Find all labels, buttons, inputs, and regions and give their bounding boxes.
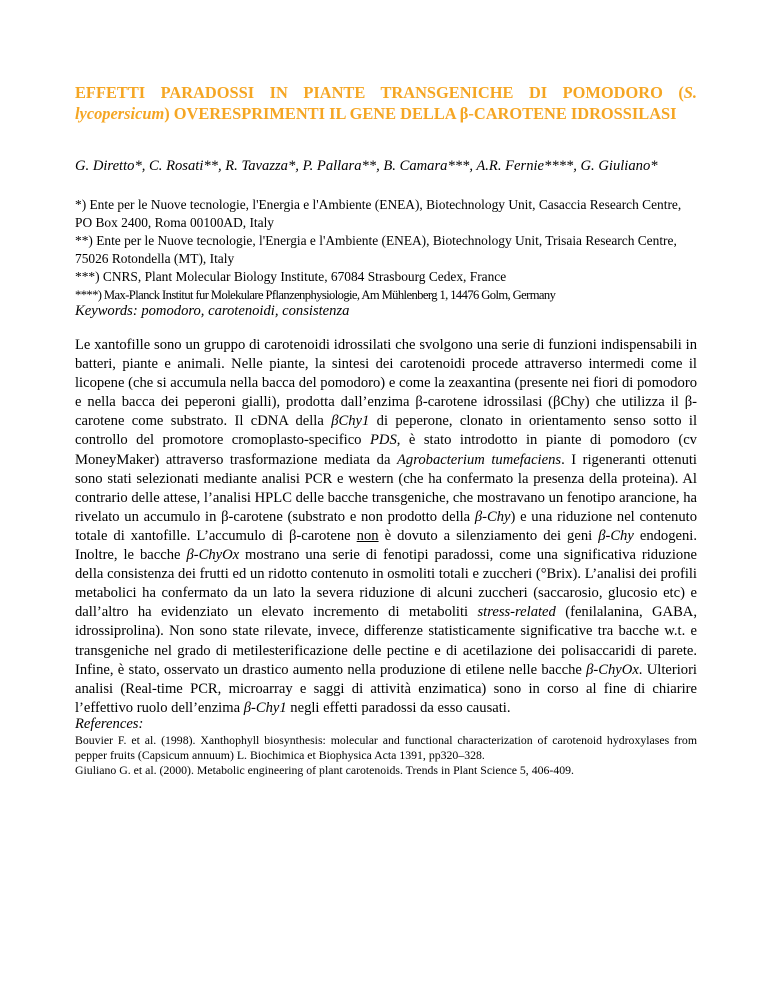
author-list: G. Diretto*, C. Rosati**, R. Tavazza*, P. Pallara**, B. Camara***, A.R. Fernie****, G. Giuliano* bbox=[75, 158, 658, 174]
affiliations bbox=[75, 196, 697, 304]
affiliation-3: ***) CNRS, Plant Molecular Biology Institute, 67084 Strasbourg Cedex, France bbox=[75, 269, 507, 284]
reference-1: Bouvier F. et al. (1998). Xanthophyll biosynthesis: molecular and functional characterization of carotenoid hydroxylases from pepper fruits (Capsicum annuum) L. Biochimica et Biophysica Acta 1391, pp320–328. bbox=[75, 733, 697, 762]
gene-name: βChy1 bbox=[331, 413, 370, 430]
species-name: Agrobacterium tumefaciens bbox=[397, 451, 562, 468]
paper-title bbox=[75, 82, 697, 124]
title-text-part1: EFFETTI PARADOSSI IN PIANTE TRANSGENICHE DI POMODORO ( bbox=[75, 83, 684, 102]
title-text-part2: ) OVERESPRIMENTI IL GENE DELLA β-CAROTENE IDROSSILASI bbox=[164, 104, 677, 123]
gene-name: β-ChyOx bbox=[186, 547, 240, 564]
references-heading: References: bbox=[75, 716, 144, 732]
title-species-name: S. lycopersicum bbox=[75, 83, 697, 123]
keywords: Keywords: pomodoro, carotenoidi, consistenza bbox=[75, 303, 350, 319]
gene-name: β-ChyOx bbox=[586, 661, 639, 678]
term-italic: stress-related bbox=[477, 604, 556, 621]
references-list bbox=[75, 733, 697, 778]
gene-name: β-Chy bbox=[474, 508, 511, 525]
abstract-body: Le xantofille sono un gruppo di carotenoidi idrossilati che svolgono una serie di funzioni indispensabili in batteri, piante e animali. Nelle piante, la sintesi dei carotenoidi procede attraverso intermedi come il licopene (che si accumula nella bacca del pomodoro) e come la zeaxantina (presente nei fiori di pomodoro e nella bacca dei peperoni gialli), prodotta dall’enzima β-carotene idrossilasi (βChy) che utilizza il β-carotene come substrato. Il cDNA della βChy1 di peperone, clonato in orientamento senso sotto il controllo del promotore cromoplasto-specifico PDS, è stato introdotto in piante di pomodoro (cv MoneyMaker) attraverso trasformazione mediata da Agrobacterium tumefaciens. I rigeneranti ottenuti sono stati selezionati mediante analisi PCR e western (che ha confermato la presenza della proteina). Al contrario delle attese, l’analisi HPLC delle bacche transgeniche, che mostravano un fenotipo arancione, ha rivelato un accumulo in β-carotene (substrato e non prodotto della β-Chy) e una riduzione nel contenuto totale di xantofille. L’accumulo di β-carotene non è dovuto a silenziamento dei geni β-Chy endogeni. Inoltre, le bacche β-ChyOx mostrano una serie di fenotipi paradossi, come una significativa riduzione della consistenza dei frutti ed un ridotto contenuto in osmoliti totali e zuccheri (°Brix). L’analisi dei profili metabolici ha confermato da un lato la severa riduzione di alcuni zuccheri (saccarosio, glucosio etc) e dall’altro ha evidenziato un elevato incremento di metaboliti stress-related (fenilalanina, GABA, idrossiprolina). Non sono state rilevate, invece, differenze statisticamente significative tra bacche w.t. e transgeniche nel grado di metilesterificazione delle pectine e di acetilazione dei polisaccaridi di parete. Infine, è stato, osservato un drastico aumento nella produzione di etilene nelle bacche β-ChyOx. Ulteriori analisi (Real-time PCR, microarray e saggi di attività enzimatica) sono in corso al fine di chiarire l’effettivo ruolo dell’enzima β-Chy1 negli effetti paradossi da esso causati. bbox=[75, 337, 698, 716]
promoter-name: PDS bbox=[369, 432, 397, 449]
reference-2: Giuliano G. et al. (2000). Metabolic engineering of plant carotenoids. Trends in Plant Science 5, 406-409. bbox=[75, 763, 574, 777]
affiliation-1: *) Ente per le Nuove tecnologie, l'Energia e l'Ambiente (ENEA), Biotechnology Unit, Casaccia Research Centre, PO Box 2400, Roma 00100AD, Italy bbox=[75, 197, 682, 230]
emphasis-underline: non bbox=[356, 527, 379, 544]
gene-name: β-Chy bbox=[598, 527, 634, 544]
affiliation-4: ****) Max-Planck Institut fur Molekulare Pflanzenphysiologie, Am Mühlenberg 1, 14476 Golm, Germany bbox=[75, 288, 556, 302]
affiliation-2: **) Ente per le Nuove tecnologie, l'Energia e l'Ambiente (ENEA), Biotechnology Unit, Trisaia Research Centre, 75026 Rotondella (MT), Italy bbox=[75, 233, 677, 266]
gene-name: β-Chy1 bbox=[243, 699, 287, 716]
